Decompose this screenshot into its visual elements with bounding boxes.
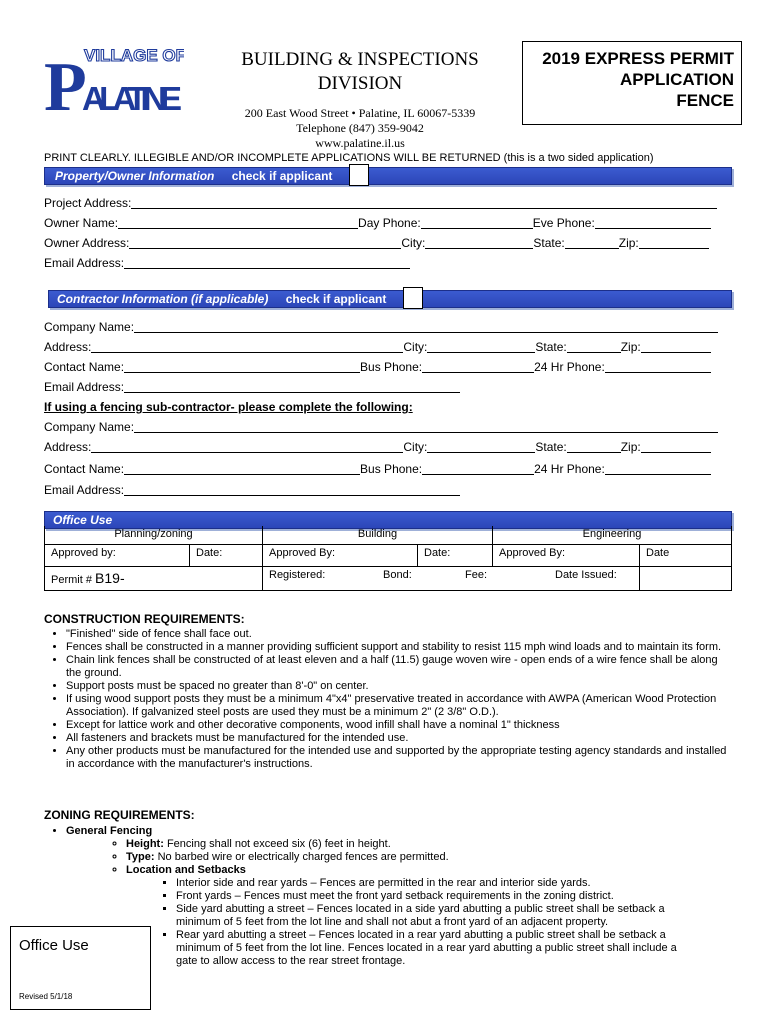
contractor-city-label: City: bbox=[403, 340, 428, 354]
contractor-address-label: Address: bbox=[44, 340, 92, 354]
setback-item: ▪ Front yards – Fences must meet the front yard setback requirements in the zoning district. bbox=[176, 890, 686, 903]
contractor-email-label: Email Address: bbox=[44, 380, 125, 394]
owner-check-label: check if applicant bbox=[231, 169, 333, 183]
print-clearly-notice: PRINT CLEARLY. ILLEGIBLE AND/OR INCOMPLETE APPLICATIONS WILL BE RETURNED (this is a two sided application) bbox=[44, 152, 654, 164]
owner-section-bar bbox=[44, 167, 732, 185]
construction-item: • Fences shall be constructed in a manner providing sufficient support and stability to resist 115 mph wind loads and to maintain its form. bbox=[66, 641, 734, 654]
contractor-email-row bbox=[44, 377, 460, 397]
contractor-check-label: check if applicant bbox=[285, 292, 387, 306]
location-label: Location and Setbacks bbox=[126, 864, 246, 876]
division-title-2: DIVISION bbox=[317, 73, 403, 94]
bond-label: Bond: bbox=[383, 568, 412, 581]
sub-state-label: State: bbox=[535, 440, 567, 454]
registration-cell[interactable] bbox=[263, 566, 640, 590]
height-label: Height: bbox=[126, 838, 164, 850]
construction-heading: CONSTRUCTION REQUIREMENTS: bbox=[44, 612, 245, 626]
owner-name-row bbox=[44, 213, 711, 233]
division-title-1: BUILDING & INSPECTIONS bbox=[241, 49, 479, 70]
project-address-row bbox=[44, 193, 717, 213]
fee-label: Fee: bbox=[465, 568, 488, 581]
owner-zip-label: Zip: bbox=[618, 236, 639, 250]
bus-phone-label: Bus Phone: bbox=[360, 360, 423, 374]
bus-phone-field[interactable] bbox=[422, 359, 534, 373]
owner-address-field[interactable] bbox=[129, 235, 401, 249]
sub-hr24-phone-label: 24 Hr Phone: bbox=[534, 462, 605, 476]
construction-item: • Any other products must be manufactured for the intended use and supported by the appropriate testing agency standards and installed in accordance with the manufacturer's instructions. bbox=[66, 745, 734, 771]
planning-date[interactable]: Date: bbox=[190, 544, 263, 566]
contractor-section-bar bbox=[48, 290, 732, 308]
hr24-phone-label: 24 Hr Phone: bbox=[534, 360, 605, 374]
project-address-label: Project Address: bbox=[44, 196, 132, 210]
owner-email-field[interactable] bbox=[124, 255, 410, 269]
contractor-state-field[interactable] bbox=[567, 339, 621, 353]
construction-item: • Except for lattice work and other decorative components, wood infill shall have a nominal 1" thickness bbox=[66, 719, 734, 732]
division-header bbox=[226, 48, 494, 151]
sub-email-field[interactable] bbox=[124, 482, 460, 496]
planning-approved-by[interactable]: Approved by: bbox=[45, 544, 190, 566]
type-text: No barbed wire or electrically charged fences are permitted. bbox=[157, 851, 449, 863]
zoning-heading: ZONING REQUIREMENTS: bbox=[44, 808, 195, 822]
construction-item: • "Finished" side of fence shall face out. bbox=[66, 628, 734, 641]
date-issued-field[interactable] bbox=[640, 566, 732, 590]
sub-contact-name-field[interactable] bbox=[124, 461, 360, 475]
contractor-zip-field[interactable] bbox=[641, 339, 711, 353]
contact-name-row bbox=[44, 357, 711, 377]
date-issued-label: Date Issued: bbox=[555, 568, 617, 581]
hr24-phone-field[interactable] bbox=[605, 359, 711, 373]
sub-bus-phone-label: Bus Phone: bbox=[360, 462, 423, 476]
permit-title-2: APPLICATION bbox=[620, 70, 734, 89]
sub-state-field[interactable] bbox=[567, 439, 621, 453]
construction-item: • All fasteners and brackets must be manufactured for the intended use. bbox=[66, 732, 734, 745]
sub-email-row bbox=[44, 480, 460, 500]
contact-name-label: Contact Name: bbox=[44, 360, 125, 374]
sub-contact-name-row bbox=[44, 459, 711, 479]
logo-big-text: ALATINE bbox=[82, 80, 182, 114]
owner-address-label: Owner Address: bbox=[44, 236, 130, 250]
sub-address-field[interactable] bbox=[91, 439, 403, 453]
permit-number-value: B19- bbox=[95, 570, 125, 586]
owner-city-label: City: bbox=[401, 236, 426, 250]
company-name-field[interactable] bbox=[134, 319, 718, 333]
sub-zip-label: Zip: bbox=[620, 440, 641, 454]
building-header: Building bbox=[263, 526, 493, 544]
logo-big-letter: P bbox=[44, 49, 87, 114]
sub-zip-field[interactable] bbox=[641, 439, 711, 453]
height-text: Fencing shall not exceed six (6) feet in height. bbox=[166, 838, 391, 850]
sub-contact-name-label: Contact Name: bbox=[44, 462, 125, 476]
footer-office-use-box bbox=[10, 926, 151, 1010]
engineering-date[interactable]: Date bbox=[640, 544, 732, 566]
owner-email-label: Email Address: bbox=[44, 256, 125, 270]
construction-item: • Chain link fences shall be constructed of at least eleven and a half (11.5) gauge woven wire - open ends of a wire fence shall be along the ground. bbox=[66, 654, 734, 680]
construction-item: • If using wood support posts they must be a minimum 4"x4" preservative treated in accordance with AWPA (American Wood Protection Association). If galvanized steel posts are used they must be a minimum 2" (2 3/8" O.D.). bbox=[66, 693, 734, 719]
contractor-applicant-checkbox[interactable] bbox=[403, 287, 423, 309]
owner-applicant-checkbox[interactable] bbox=[349, 164, 369, 186]
sub-city-label: City: bbox=[403, 440, 428, 454]
company-name-label: Company Name: bbox=[44, 320, 135, 334]
eve-phone-label: Eve Phone: bbox=[532, 216, 595, 230]
owner-name-field[interactable] bbox=[118, 215, 358, 229]
company-name-row bbox=[44, 317, 718, 337]
eve-phone-field[interactable] bbox=[595, 215, 711, 229]
construction-requirements bbox=[44, 612, 734, 771]
revised-date: Revised 5/1/18 bbox=[19, 992, 73, 1001]
owner-address-row bbox=[44, 233, 709, 253]
sub-address-label: Address: bbox=[44, 440, 92, 454]
contractor-address-field[interactable] bbox=[91, 339, 403, 353]
owner-city-field[interactable] bbox=[425, 235, 533, 249]
owner-email-row bbox=[44, 253, 410, 273]
day-phone-label: Day Phone: bbox=[358, 216, 421, 230]
owner-name-label: Owner Name: bbox=[44, 216, 119, 230]
building-date[interactable]: Date: bbox=[418, 544, 493, 566]
permit-title-3: FENCE bbox=[676, 91, 734, 110]
contractor-address-row bbox=[44, 337, 711, 357]
owner-zip-field[interactable] bbox=[639, 235, 709, 249]
project-address-field[interactable] bbox=[131, 195, 717, 209]
construction-item: • Support posts must be spaced no greater than 8'-0" on center. bbox=[66, 680, 734, 693]
office-use-title: Office Use bbox=[53, 513, 113, 527]
permit-number-cell[interactable] bbox=[45, 566, 263, 590]
village-logo bbox=[44, 44, 184, 114]
planning-header: Planning/zoning bbox=[45, 526, 263, 544]
engineering-approved-by[interactable]: Approved By: bbox=[493, 544, 640, 566]
setback-item: ▪ Side yard abutting a street – Fences located in a side yard abutting a public street shall be setback a minimum of 5 feet from the lot line and shall not abut a front yard of an adjacent property. bbox=[176, 903, 686, 929]
sub-email-label: Email Address: bbox=[44, 483, 125, 497]
contractor-zip-label: Zip: bbox=[620, 340, 641, 354]
contractor-state-label: State: bbox=[535, 340, 567, 354]
owner-section-title: Property/Owner Information bbox=[55, 169, 215, 183]
contractor-city-field[interactable] bbox=[427, 339, 535, 353]
owner-state-field[interactable] bbox=[565, 235, 619, 249]
logo-small-text: VILLAGE OF bbox=[84, 46, 184, 65]
sub-address-row bbox=[44, 437, 711, 457]
sub-company-name-row bbox=[44, 417, 718, 437]
division-telephone: Telephone (847) 359-9042 bbox=[296, 121, 424, 135]
sub-bus-phone-field[interactable] bbox=[422, 461, 534, 475]
owner-state-label: State: bbox=[533, 236, 565, 250]
engineering-header: Engineering bbox=[493, 526, 732, 544]
contractor-section-title: Contractor Information (if applicable) bbox=[57, 292, 269, 306]
general-fencing-label: General Fencing bbox=[66, 825, 153, 837]
office-use-table bbox=[44, 526, 732, 591]
permit-title-1: 2019 EXPRESS PERMIT bbox=[542, 49, 734, 68]
permit-number-label: Permit # bbox=[51, 574, 92, 586]
setback-item: ▪ Interior side and rear yards – Fences are permitted in the rear and interior side yards. bbox=[176, 877, 686, 890]
contractor-email-field[interactable] bbox=[124, 379, 460, 393]
day-phone-field[interactable] bbox=[421, 215, 533, 229]
registered-label: Registered: bbox=[269, 568, 326, 581]
contact-name-field[interactable] bbox=[124, 359, 360, 373]
sub-hr24-phone-field[interactable] bbox=[605, 461, 711, 475]
setback-item: ▪ Rear yard abutting a street – Fences located in a rear yard abutting a public street shall be setback a minimum of 5 feet from the lot line. Fences located in a rear yard abutting a public street shall include a gate to allow access to the rear street frontage. bbox=[176, 929, 686, 968]
type-label: Type: bbox=[126, 851, 155, 863]
footer-office-use-label: Office Use bbox=[19, 937, 89, 954]
division-address: 200 East Wood Street • Palatine, IL 60067-5339 bbox=[244, 106, 476, 120]
sub-company-name-field[interactable] bbox=[134, 419, 718, 433]
sub-contractor-heading: If using a fencing sub-contractor- please complete the following: bbox=[44, 400, 413, 414]
building-approved-by[interactable]: Approved By: bbox=[263, 544, 418, 566]
sub-city-field[interactable] bbox=[427, 439, 535, 453]
sub-company-name-label: Company Name: bbox=[44, 420, 135, 434]
permit-title-box bbox=[522, 41, 742, 125]
division-website: www.palatine.il.us bbox=[315, 136, 405, 150]
